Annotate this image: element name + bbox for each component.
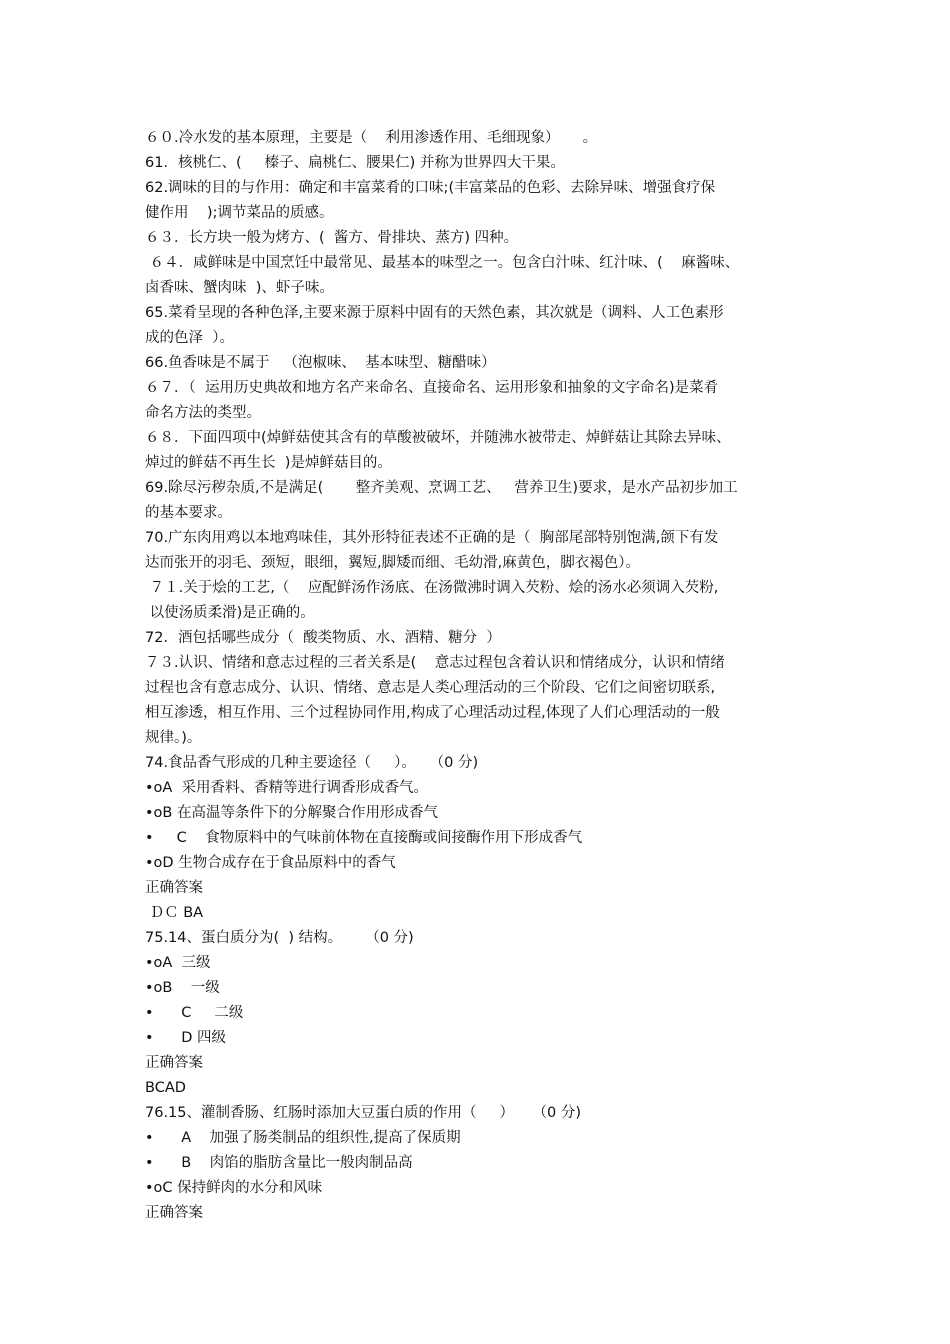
text-line: 命名方法的类型。: [145, 405, 261, 421]
text-line: ７１.关于烩的工艺,（ 应配鲜汤作汤底、在汤微沸时调入芡粉、烩的汤水必须调入芡粉,: [145, 580, 719, 596]
option-line: • C 食物原料中的气味前体物在直接酶或间接酶作用下形成香气: [145, 830, 583, 846]
question-line: 75.14、蛋白质分为( ) 结构。 （0 分): [145, 930, 414, 946]
option-line: •oC 保持鲜肉的水分和风味: [145, 1180, 323, 1196]
text-line: 达而张开的羽毛、颈短，眼细，翼短,脚矮而细、毛幼滑,麻黄色，脚衣褐色）。: [145, 555, 640, 571]
option-line: •oB 一级: [145, 980, 220, 996]
text-line: 焯过的鲜菇不再生长 )是焯鲜菇目的。: [145, 455, 392, 471]
text-line: 以使汤质柔滑)是正确的。: [145, 605, 315, 621]
text-line: ６４．咸鲜味是中国烹饪中最常见、最基本的味型之一。包含白汁味、红汁味、( 麻酱味、: [145, 255, 740, 271]
text-line: 69.除尽污秽杂质,不是满足( 整齐美观、烹调工艺、 营养卫生)要求，是水产品初步加工: [145, 480, 738, 496]
text-line: ６７．（ 运用历史典故和地方名产来命名、直接命名、运用形象和抽象的文字命名)是菜肴: [145, 380, 719, 396]
text-line: 规律。)。: [145, 730, 202, 746]
text-line: ６３．长方块一般为烤方、( 酱方、骨排块、蒸方) 四种。: [145, 230, 519, 246]
text-line: 66.鱼香味是不属于 （泡椒味、 基本味型、糖醋味）: [145, 355, 496, 371]
option-line: •oB 在高温等条件下的分解聚合作用形成香气: [145, 805, 438, 821]
text-line: ６８．下面四项中(焯鲜菇使其含有的草酸被破坏，并随沸水被带走、焯鲜菇让其除去异味、: [145, 430, 731, 446]
text-line: 62.调味的目的与作用：确定和丰富菜肴的口味;(丰富菜品的色彩、去除异味、增强食疗保: [145, 180, 716, 196]
option-line: • A 加强了肠类制品的组织性,提高了保质期: [145, 1130, 461, 1146]
text-line: 72．酒包括哪些成分（ 酸类物质、水、酒精、糖分 ）: [145, 630, 501, 646]
option-line: •oA 三级: [145, 955, 211, 971]
question-line: 76.15、灌制香肠、红肠时添加大豆蛋白质的作用（ ） （0 分): [145, 1105, 581, 1121]
question-line: 74.食品香气形成的几种主要途径（ ）。 （0 分): [145, 755, 479, 771]
answer-value: ＤＣ BA: [145, 905, 204, 921]
answer-value: BCAD: [145, 1080, 186, 1096]
text-line: 过程也含有意志成分、认识、情绪、意志是人类心理活动的三个阶段、它们之间密切联系,: [145, 680, 716, 696]
document-body: [145, 126, 825, 1226]
text-line: 成的色泽 ）。: [145, 330, 234, 346]
text-line: 65.菜肴呈现的各种色泽,主要来源于原料中固有的天然色素，其次就是（调料、人工色素形: [145, 305, 724, 321]
text-line: 健作用 );调节菜品的质感。: [145, 205, 334, 221]
answer-label: 正确答案: [145, 1205, 203, 1221]
answer-label: 正确答案: [145, 1055, 203, 1071]
answer-label: 正确答案: [145, 880, 203, 896]
option-line: • B 肉馅的脂肪含量比一般肉制品高: [145, 1155, 413, 1171]
text-line: 的基本要求。: [145, 505, 232, 521]
text-line: ６０.冷水发的基本原理，主要是（ 利用渗透作用、毛细现象） 。: [145, 130, 598, 146]
text-line: 相互渗透，相互作用、三个过程协同作用,构成了心理活动过程,体现了人们心理活动的一般: [145, 705, 720, 721]
option-line: •oA 采用香料、香精等进行调香形成香气。: [145, 780, 429, 796]
text-line: 61．核桃仁、( 榛子、扁桃仁、腰果仁) 并称为世界四大干果。: [145, 155, 565, 171]
option-line: • D 四级: [145, 1030, 226, 1046]
option-line: •oD 生物合成存在于食品原料中的香气: [145, 855, 396, 871]
text-line: 70.广东肉用鸡以本地鸡味佳，其外形特征表述不正确的是（ 胸部尾部特别饱满,颌下有发: [145, 530, 719, 546]
text-line: ７３.认识、情绪和意志过程的三者关系是( 意志过程包含着认识和情绪成分，认识和情绪: [145, 655, 725, 671]
option-line: • C 二级: [145, 1005, 244, 1021]
text-line: 卤香味、蟹肉味 )、虾子味。: [145, 280, 334, 296]
